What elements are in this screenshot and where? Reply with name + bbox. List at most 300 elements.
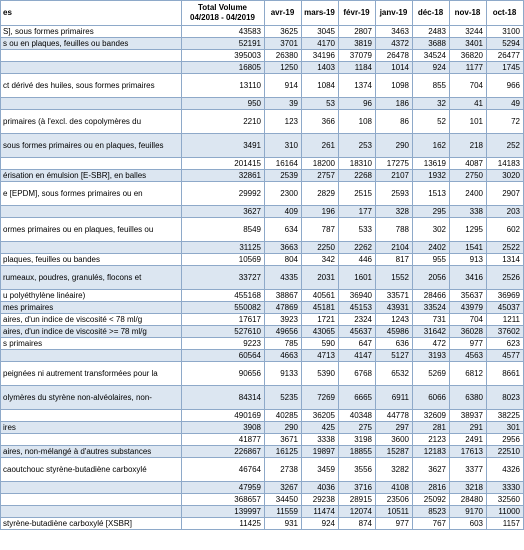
row-month-value: 3416 xyxy=(450,266,487,290)
row-month-value: 15287 xyxy=(376,446,413,458)
row-description xyxy=(1,50,182,62)
row-month-value: 636 xyxy=(376,338,413,350)
row-month-value: 38867 xyxy=(265,290,302,302)
row-month-value: 86 xyxy=(376,110,413,134)
row-month-value: 36940 xyxy=(339,290,376,302)
row-month-value: 218 xyxy=(450,134,487,158)
row-description: primaires (à l'excl. des copolymères du xyxy=(1,110,182,134)
row-month-value: 36820 xyxy=(450,50,487,62)
row-month-value: 301 xyxy=(487,422,524,434)
row-total-volume: 32861 xyxy=(182,170,265,182)
row-month-value: 28480 xyxy=(450,494,487,506)
row-month-value: 767 xyxy=(413,518,450,530)
row-month-value: 2491 xyxy=(450,434,487,446)
row-month-value: 2324 xyxy=(339,314,376,326)
row-month-value: 32560 xyxy=(487,494,524,506)
row-month-value: 34196 xyxy=(302,50,339,62)
row-month-value: 6532 xyxy=(376,362,413,386)
header-month: janv-19 xyxy=(376,1,413,26)
row-month-value: 8523 xyxy=(413,506,450,518)
row-month-value: 18855 xyxy=(339,446,376,458)
row-month-value: 1552 xyxy=(376,266,413,290)
row-total-volume: 33727 xyxy=(182,266,265,290)
row-month-value: 3218 xyxy=(450,482,487,494)
row-month-value: 3045 xyxy=(302,26,339,38)
row-month-value: 2907 xyxy=(487,182,524,206)
row-month-value: 34450 xyxy=(265,494,302,506)
header-month: nov-18 xyxy=(450,1,487,26)
row-total-volume: 3908 xyxy=(182,422,265,434)
row-month-value: 290 xyxy=(265,422,302,434)
row-total-volume: 90656 xyxy=(182,362,265,386)
table-row xyxy=(1,26,524,38)
table-row xyxy=(1,410,524,422)
row-month-value: 10511 xyxy=(376,506,413,518)
row-month-value: 14183 xyxy=(487,158,524,170)
row-month-value: 45037 xyxy=(487,302,524,314)
row-month-value: 3020 xyxy=(487,170,524,182)
row-month-value: 38225 xyxy=(487,410,524,422)
row-month-value: 123 xyxy=(265,110,302,134)
row-month-value: 817 xyxy=(376,254,413,266)
row-month-value: 1098 xyxy=(376,74,413,98)
row-month-value: 1932 xyxy=(413,170,450,182)
row-month-value: 38937 xyxy=(450,410,487,422)
row-description xyxy=(1,410,182,422)
row-month-value: 261 xyxy=(302,134,339,158)
row-month-value: 6812 xyxy=(450,362,487,386)
row-month-value: 196 xyxy=(302,206,339,218)
header-row xyxy=(1,1,524,26)
row-total-volume: 3491 xyxy=(182,134,265,158)
row-total-volume: 46764 xyxy=(182,458,265,482)
row-month-value: 29238 xyxy=(302,494,339,506)
row-month-value: 623 xyxy=(487,338,524,350)
row-month-value: 101 xyxy=(450,110,487,134)
table-row xyxy=(1,266,524,290)
row-description: e [EPDM], sous formes primaires ou en xyxy=(1,182,182,206)
row-month-value: 2522 xyxy=(487,242,524,254)
row-month-value: 5294 xyxy=(487,38,524,50)
row-month-value: 291 xyxy=(450,422,487,434)
row-month-value: 6911 xyxy=(376,386,413,410)
row-description: ires xyxy=(1,422,182,434)
row-month-value: 9170 xyxy=(450,506,487,518)
row-month-value: 252 xyxy=(487,134,524,158)
row-month-value: 1721 xyxy=(302,314,339,326)
row-description: ct dérivé des huiles, sous formes primaires xyxy=(1,74,182,98)
row-month-value: 177 xyxy=(339,206,376,218)
table-row xyxy=(1,38,524,50)
table-row xyxy=(1,422,524,434)
row-month-value: 4147 xyxy=(339,350,376,362)
row-month-value: 2268 xyxy=(339,170,376,182)
row-total-volume: 10569 xyxy=(182,254,265,266)
table-row xyxy=(1,182,524,206)
row-month-value: 40348 xyxy=(339,410,376,422)
table-row xyxy=(1,98,524,110)
row-month-value: 472 xyxy=(413,338,450,350)
row-month-value: 788 xyxy=(376,218,413,242)
row-total-volume: 41877 xyxy=(182,434,265,446)
row-month-value: 8661 xyxy=(487,362,524,386)
row-month-value: 3663 xyxy=(265,242,302,254)
row-month-value: 302 xyxy=(413,218,450,242)
row-month-value: 43931 xyxy=(376,302,413,314)
row-description: styrène-butadiène carboxylé [XSBR] xyxy=(1,518,182,530)
row-description xyxy=(1,98,182,110)
header-month: mars-19 xyxy=(302,1,339,26)
row-month-value: 52 xyxy=(413,110,450,134)
row-month-value: 3100 xyxy=(487,26,524,38)
row-month-value: 186 xyxy=(376,98,413,110)
row-month-value: 39 xyxy=(265,98,302,110)
row-month-value: 5269 xyxy=(413,362,450,386)
row-month-value: 16164 xyxy=(265,158,302,170)
row-month-value: 2515 xyxy=(339,182,376,206)
row-month-value: 2107 xyxy=(376,170,413,182)
table-row xyxy=(1,50,524,62)
row-month-value: 3627 xyxy=(413,458,450,482)
row-month-value: 40285 xyxy=(265,410,302,422)
row-total-volume: 226867 xyxy=(182,446,265,458)
row-description: sous formes primaires ou en plaques, feuilles xyxy=(1,134,182,158)
row-month-value: 1541 xyxy=(450,242,487,254)
table-row xyxy=(1,134,524,158)
table-row xyxy=(1,74,524,98)
row-month-value: 17275 xyxy=(376,158,413,170)
row-month-value: 28915 xyxy=(339,494,376,506)
row-total-volume: 950 xyxy=(182,98,265,110)
row-month-value: 3463 xyxy=(376,26,413,38)
row-month-value: 25092 xyxy=(413,494,450,506)
row-description: u polyéthylène linéaire) xyxy=(1,290,182,302)
row-month-value: 2816 xyxy=(413,482,450,494)
table-row xyxy=(1,434,524,446)
row-month-value: 2402 xyxy=(413,242,450,254)
row-total-volume: 29992 xyxy=(182,182,265,206)
row-month-value: 2123 xyxy=(413,434,450,446)
row-total-volume: 455168 xyxy=(182,290,265,302)
row-month-value: 913 xyxy=(450,254,487,266)
row-month-value: 295 xyxy=(413,206,450,218)
table-row xyxy=(1,290,524,302)
row-month-value: 2829 xyxy=(302,182,339,206)
row-month-value: 37602 xyxy=(487,326,524,338)
row-description xyxy=(1,350,182,362)
row-month-value: 6380 xyxy=(450,386,487,410)
row-month-value: 3330 xyxy=(487,482,524,494)
row-month-value: 4563 xyxy=(450,350,487,362)
row-month-value: 6066 xyxy=(413,386,450,410)
row-month-value: 26478 xyxy=(376,50,413,62)
row-month-value: 36028 xyxy=(450,326,487,338)
header-month: avr-19 xyxy=(265,1,302,26)
row-description: ormes primaires ou en plaques, feuilles ou xyxy=(1,218,182,242)
row-description xyxy=(1,494,182,506)
row-month-value: 2250 xyxy=(302,242,339,254)
row-month-value: 281 xyxy=(413,422,450,434)
row-description xyxy=(1,434,182,446)
row-month-value: 2300 xyxy=(265,182,302,206)
row-month-value: 1243 xyxy=(376,314,413,326)
row-month-value: 37079 xyxy=(339,50,376,62)
row-month-value: 2483 xyxy=(413,26,450,38)
row-month-value: 8023 xyxy=(487,386,524,410)
row-month-value: 1250 xyxy=(265,62,302,74)
row-month-value: 1745 xyxy=(487,62,524,74)
row-total-volume: 527610 xyxy=(182,326,265,338)
row-month-value: 2750 xyxy=(450,170,487,182)
row-month-value: 13619 xyxy=(413,158,450,170)
row-month-value: 5390 xyxy=(302,362,339,386)
row-month-value: 3193 xyxy=(413,350,450,362)
row-month-value: 43065 xyxy=(302,326,339,338)
row-total-volume: 13110 xyxy=(182,74,265,98)
row-month-value: 1601 xyxy=(339,266,376,290)
row-description xyxy=(1,62,182,74)
row-month-value: 26380 xyxy=(265,50,302,62)
table-row xyxy=(1,506,524,518)
row-month-value: 49656 xyxy=(265,326,302,338)
row-month-value: 96 xyxy=(339,98,376,110)
row-month-value: 704 xyxy=(450,314,487,326)
row-total-volume: 11425 xyxy=(182,518,265,530)
row-month-value: 3671 xyxy=(265,434,302,446)
row-total-volume: 201415 xyxy=(182,158,265,170)
row-month-value: 253 xyxy=(339,134,376,158)
row-month-value: 9133 xyxy=(265,362,302,386)
row-month-value: 3716 xyxy=(339,482,376,494)
row-month-value: 7269 xyxy=(302,386,339,410)
row-total-volume: 550082 xyxy=(182,302,265,314)
header-month: déc-18 xyxy=(413,1,450,26)
row-description: plaques, feuilles ou bandes xyxy=(1,254,182,266)
row-description xyxy=(1,158,182,170)
row-month-value: 45986 xyxy=(376,326,413,338)
table-row xyxy=(1,314,524,326)
row-month-value: 3267 xyxy=(265,482,302,494)
row-month-value: 12074 xyxy=(339,506,376,518)
row-month-value: 16125 xyxy=(265,446,302,458)
row-month-value: 18310 xyxy=(339,158,376,170)
table-row xyxy=(1,482,524,494)
row-description: s ou en plaques, feuilles ou bandes xyxy=(1,38,182,50)
row-month-value: 1295 xyxy=(450,218,487,242)
row-month-value: 2807 xyxy=(339,26,376,38)
row-month-value: 3282 xyxy=(376,458,413,482)
row-month-value: 31642 xyxy=(413,326,450,338)
row-month-value: 1513 xyxy=(413,182,450,206)
row-month-value: 602 xyxy=(487,218,524,242)
row-month-value: 6665 xyxy=(339,386,376,410)
row-month-value: 33571 xyxy=(376,290,413,302)
row-month-value: 23506 xyxy=(376,494,413,506)
header-month: févr-19 xyxy=(339,1,376,26)
row-month-value: 1157 xyxy=(487,518,524,530)
row-month-value: 4326 xyxy=(487,458,524,482)
row-month-value: 49 xyxy=(487,98,524,110)
row-description: peignées ni autrement transformées pour la xyxy=(1,362,182,386)
row-month-value: 2757 xyxy=(302,170,339,182)
row-month-value: 11000 xyxy=(487,506,524,518)
row-month-value: 44778 xyxy=(376,410,413,422)
row-month-value: 203 xyxy=(487,206,524,218)
row-month-value: 1177 xyxy=(450,62,487,74)
row-month-value: 342 xyxy=(302,254,339,266)
row-description: s primaires xyxy=(1,338,182,350)
row-month-value: 977 xyxy=(450,338,487,350)
row-month-value: 4372 xyxy=(376,38,413,50)
table-row xyxy=(1,362,524,386)
row-month-value: 2400 xyxy=(450,182,487,206)
table-row xyxy=(1,242,524,254)
row-month-value: 5127 xyxy=(376,350,413,362)
row-total-volume: 60564 xyxy=(182,350,265,362)
row-month-value: 3244 xyxy=(450,26,487,38)
table-row xyxy=(1,62,524,74)
row-month-value: 855 xyxy=(413,74,450,98)
table-row xyxy=(1,458,524,482)
table-row xyxy=(1,206,524,218)
row-month-value: 3819 xyxy=(339,38,376,50)
row-description: olymères du styrène non-alvéolaires, non- xyxy=(1,386,182,410)
table-row xyxy=(1,350,524,362)
row-month-value: 275 xyxy=(339,422,376,434)
row-month-value: 4713 xyxy=(302,350,339,362)
row-month-value: 4108 xyxy=(376,482,413,494)
row-month-value: 1014 xyxy=(376,62,413,74)
row-total-volume: 368657 xyxy=(182,494,265,506)
row-month-value: 33524 xyxy=(413,302,450,314)
table-body xyxy=(1,26,524,530)
row-description: aires, d'un indice de viscosité < 78 ml/g xyxy=(1,314,182,326)
row-month-value: 3338 xyxy=(302,434,339,446)
row-description: mes primaires xyxy=(1,302,182,314)
row-month-value: 924 xyxy=(413,62,450,74)
row-total-volume: 139997 xyxy=(182,506,265,518)
row-month-value: 3923 xyxy=(265,314,302,326)
row-month-value: 3556 xyxy=(339,458,376,482)
row-month-value: 2539 xyxy=(265,170,302,182)
row-month-value: 36969 xyxy=(487,290,524,302)
row-total-volume: 395003 xyxy=(182,50,265,62)
row-month-value: 804 xyxy=(265,254,302,266)
row-description xyxy=(1,506,182,518)
row-total-volume: 9223 xyxy=(182,338,265,350)
row-month-value: 45181 xyxy=(302,302,339,314)
table-row xyxy=(1,326,524,338)
row-month-value: 647 xyxy=(339,338,376,350)
row-month-value: 4087 xyxy=(450,158,487,170)
row-total-volume: 2210 xyxy=(182,110,265,134)
row-month-value: 425 xyxy=(302,422,339,434)
row-month-value: 45637 xyxy=(339,326,376,338)
row-month-value: 72 xyxy=(487,110,524,134)
row-month-value: 3701 xyxy=(265,38,302,50)
row-month-value: 12183 xyxy=(413,446,450,458)
row-month-value: 28466 xyxy=(413,290,450,302)
row-month-value: 11559 xyxy=(265,506,302,518)
row-month-value: 366 xyxy=(302,110,339,134)
row-description: aires, non-mélangé à d'autres substances xyxy=(1,446,182,458)
row-month-value: 590 xyxy=(302,338,339,350)
row-month-value: 41 xyxy=(450,98,487,110)
row-month-value: 2262 xyxy=(339,242,376,254)
header-total-volume-label: Total Volume xyxy=(197,3,248,12)
table-row xyxy=(1,218,524,242)
row-month-value: 1403 xyxy=(302,62,339,74)
table-row xyxy=(1,254,524,266)
row-month-value: 977 xyxy=(376,518,413,530)
row-description xyxy=(1,206,182,218)
row-month-value: 310 xyxy=(265,134,302,158)
row-description xyxy=(1,482,182,494)
row-month-value: 2031 xyxy=(302,266,339,290)
header-total-volume xyxy=(182,1,265,26)
row-description: S], sous formes primaires xyxy=(1,26,182,38)
row-month-value: 4036 xyxy=(302,482,339,494)
row-month-value: 36205 xyxy=(302,410,339,422)
row-description: érisation en émulsion [E-SBR], en balles xyxy=(1,170,182,182)
table-row xyxy=(1,446,524,458)
row-month-value: 603 xyxy=(450,518,487,530)
row-month-value: 5235 xyxy=(265,386,302,410)
table-row xyxy=(1,494,524,506)
row-total-volume: 3627 xyxy=(182,206,265,218)
row-month-value: 1184 xyxy=(339,62,376,74)
row-month-value: 533 xyxy=(339,218,376,242)
row-total-volume: 31125 xyxy=(182,242,265,254)
row-month-value: 45153 xyxy=(339,302,376,314)
table-row xyxy=(1,158,524,170)
row-month-value: 2593 xyxy=(376,182,413,206)
row-month-value: 32 xyxy=(413,98,450,110)
row-month-value: 2738 xyxy=(265,458,302,482)
row-description: caoutchouc styrène-butadiène carboxylé xyxy=(1,458,182,482)
row-month-value: 22510 xyxy=(487,446,524,458)
table-row xyxy=(1,110,524,134)
header-description: es xyxy=(1,1,182,26)
row-month-value: 3198 xyxy=(339,434,376,446)
row-month-value: 4170 xyxy=(302,38,339,50)
row-month-value: 787 xyxy=(302,218,339,242)
table-row xyxy=(1,386,524,410)
row-month-value: 785 xyxy=(265,338,302,350)
row-month-value: 6768 xyxy=(339,362,376,386)
header-total-period: 04/2018 - 04/2019 xyxy=(190,13,255,22)
row-month-value: 3688 xyxy=(413,38,450,50)
row-month-value: 2956 xyxy=(487,434,524,446)
row-month-value: 2056 xyxy=(413,266,450,290)
row-month-value: 338 xyxy=(450,206,487,218)
row-month-value: 4335 xyxy=(265,266,302,290)
row-month-value: 2104 xyxy=(376,242,413,254)
row-month-value: 4577 xyxy=(487,350,524,362)
row-month-value: 3600 xyxy=(376,434,413,446)
row-month-value: 914 xyxy=(265,74,302,98)
row-description: rumeaux, poudres, granulés, flocons et xyxy=(1,266,182,290)
row-month-value: 409 xyxy=(265,206,302,218)
row-month-value: 3459 xyxy=(302,458,339,482)
row-total-volume: 43583 xyxy=(182,26,265,38)
row-month-value: 955 xyxy=(413,254,450,266)
row-total-volume: 490169 xyxy=(182,410,265,422)
row-month-value: 2526 xyxy=(487,266,524,290)
row-description xyxy=(1,242,182,254)
row-total-volume: 47959 xyxy=(182,482,265,494)
table-row xyxy=(1,302,524,314)
